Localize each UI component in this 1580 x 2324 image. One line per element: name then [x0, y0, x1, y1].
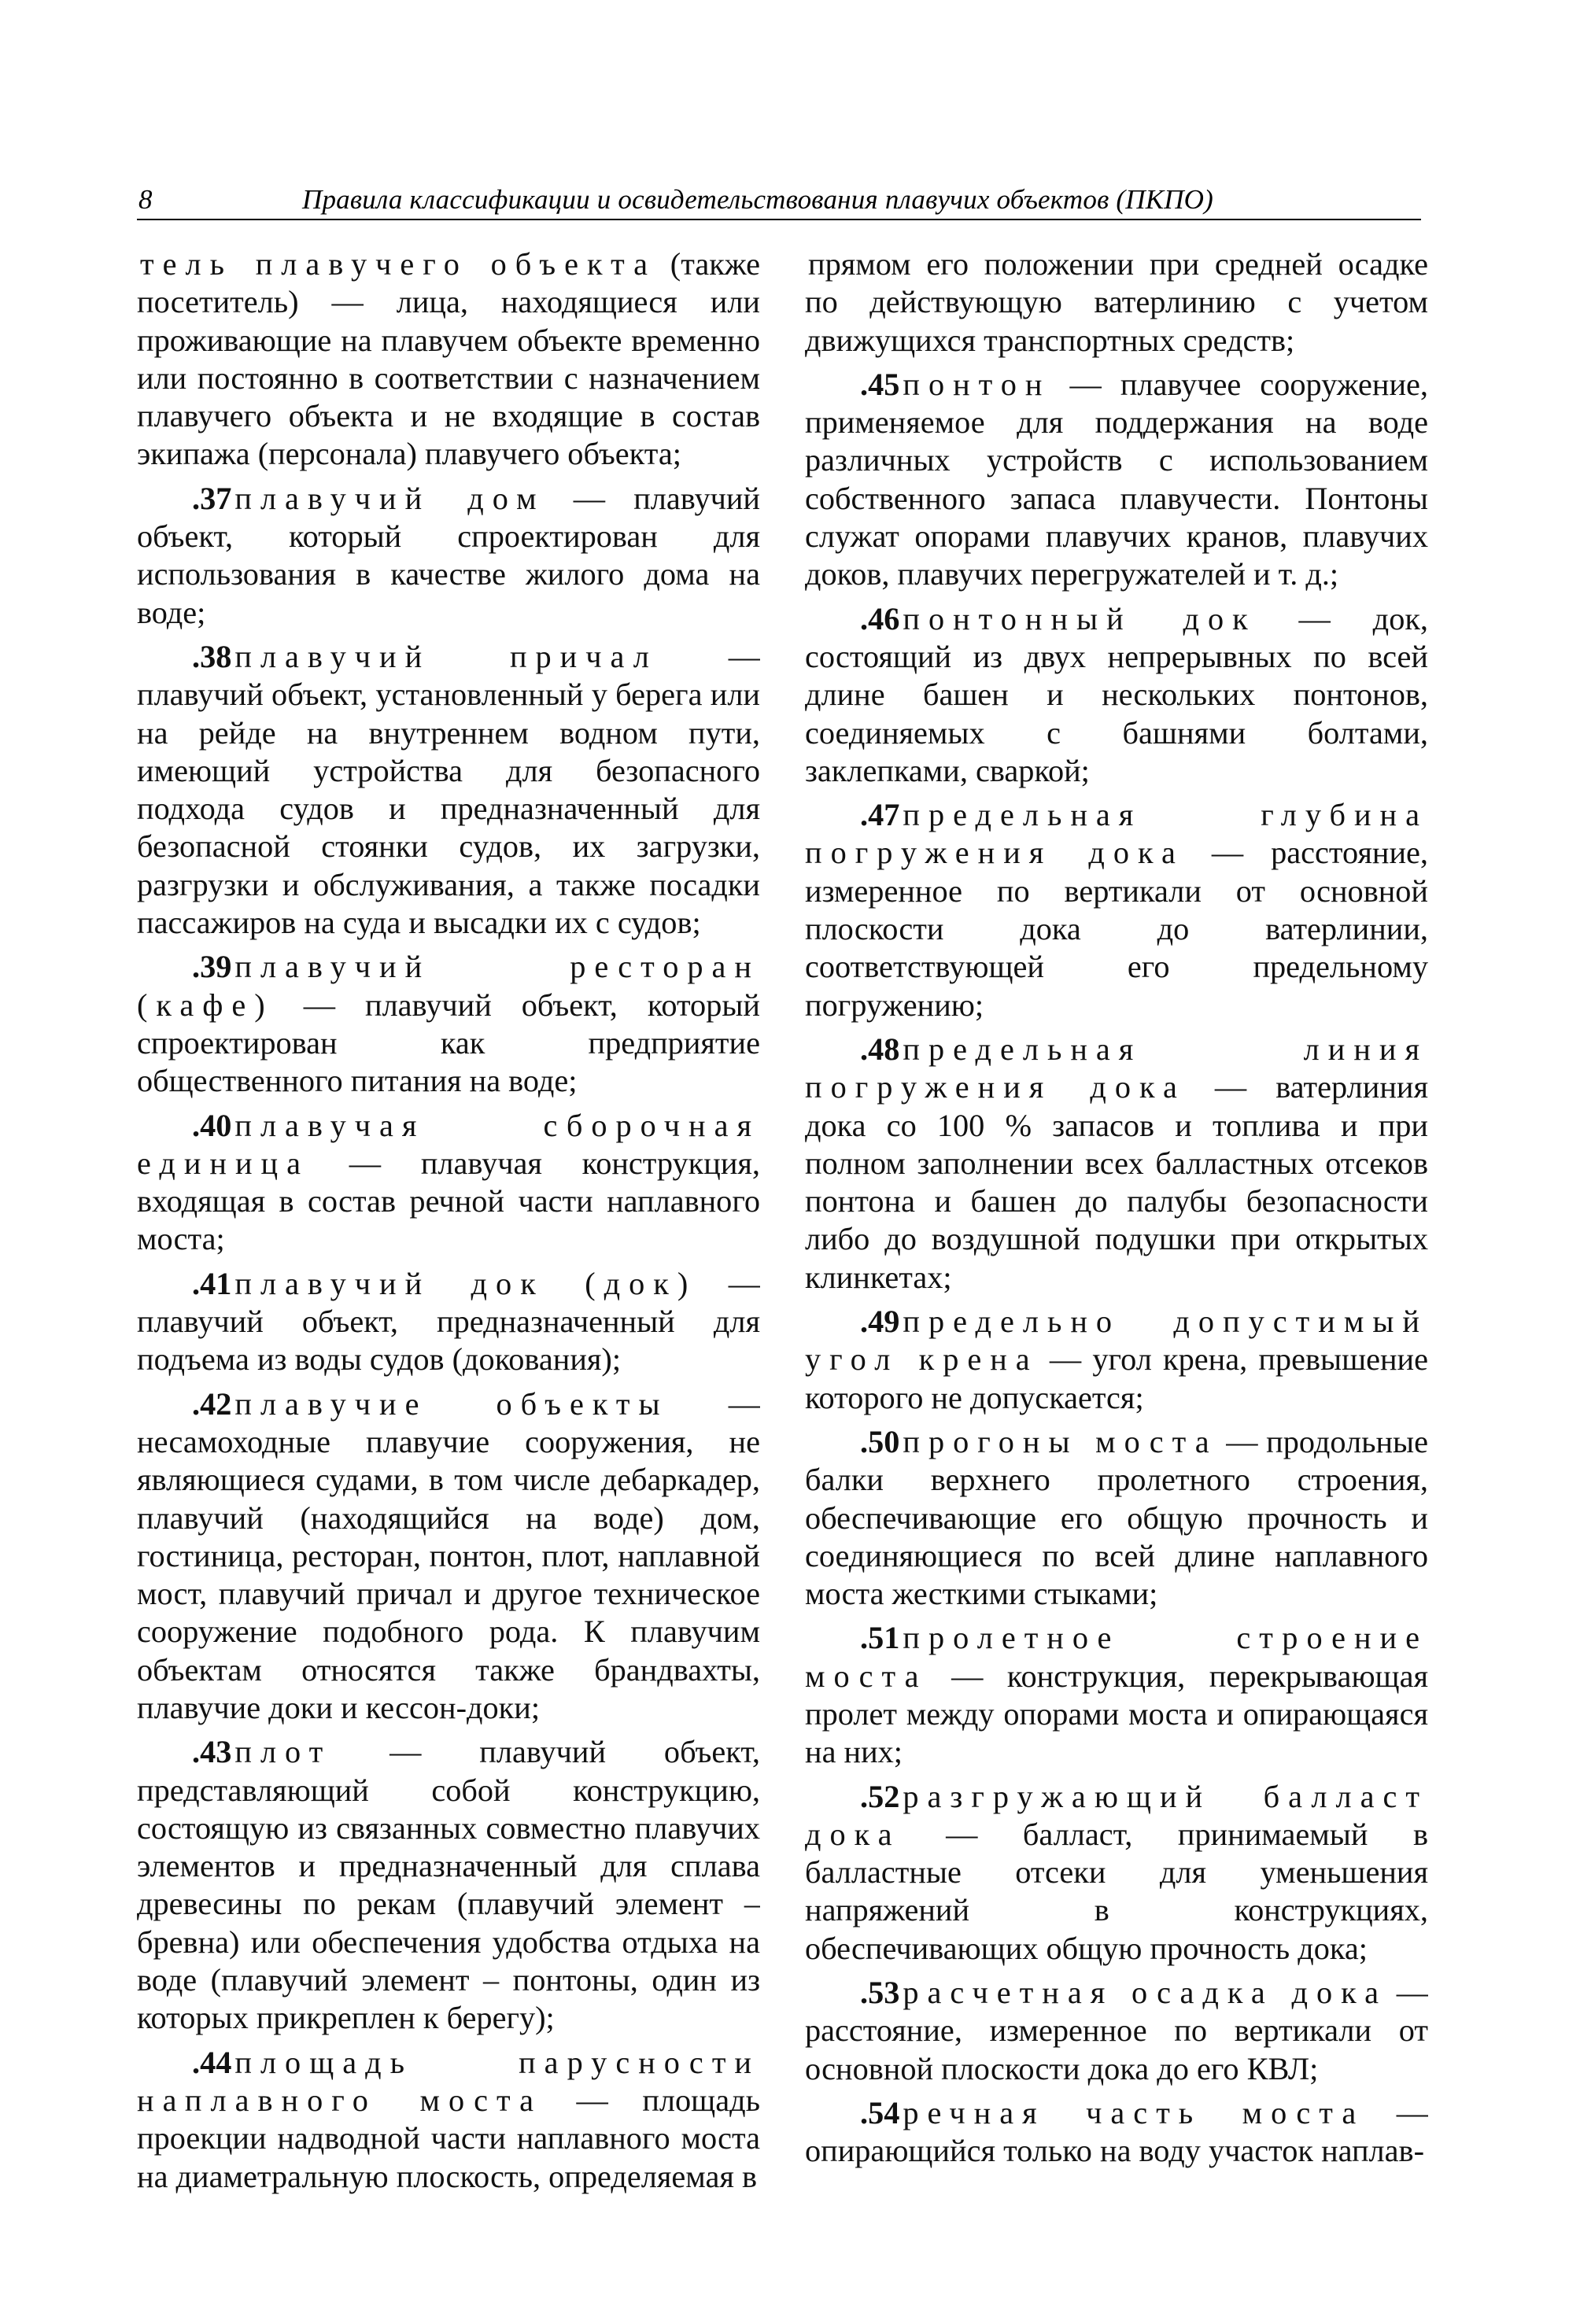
- definition-text: — плавучий объект, который спроектирован как предприятие общественного питания на воде;: [137, 987, 760, 1099]
- term: расчетная осадка дока: [903, 1975, 1387, 2011]
- definition-paragraph: [805, 1031, 1428, 1297]
- definition-text: — продольные балки верхнего пролетного строения, обеспечивающие его общую прочность и соединяющиеся по всей длине наплавного моста жесткими стыками;: [805, 1423, 1428, 1612]
- term: плавучий док (док): [234, 1265, 697, 1301]
- definition-text: — плавучий объект, представляющий собой конструкцию, состоящую из связанных совместно плавучих элементов и предназначенный для сплава древесины по рекам (плавучий элемент – бревна) или обеспечения удобства отдыха на воде (плавучий элемент – понтоны, один из которых прикреплен к берегу);: [137, 1734, 760, 2036]
- definition-paragraph: [137, 1385, 760, 1728]
- left-text-column: [137, 245, 760, 2307]
- term: прогоны моста: [903, 1423, 1218, 1459]
- term: плавучий дом: [234, 480, 545, 516]
- term: плавучая сборочная единица: [137, 1107, 760, 1181]
- definition-text: — расстояние, измеренное по вертикали от основной плоскости дока до его КВЛ;: [805, 1975, 1428, 2086]
- definition-text: — плавучая конструкция, входящая в состав речной части наплавного моста;: [137, 1145, 760, 1257]
- clause-number: .52: [860, 1778, 900, 1814]
- term: понтонный док: [903, 600, 1257, 636]
- definition-paragraph: [137, 1107, 760, 1259]
- definition-text: — плавучий объект, который спроектирован для использования в качестве жилого дома на воде;: [137, 480, 760, 630]
- term: плавучие объекты: [234, 1385, 669, 1422]
- clause-number: .49: [860, 1304, 900, 1340]
- definition-paragraph: [137, 245, 760, 474]
- term: предельная глубина погружения дока: [805, 797, 1428, 871]
- term: предельно допустимый угол крена: [805, 1304, 1428, 1378]
- clause-number: .43: [192, 1734, 232, 1770]
- term: плавучий причал: [234, 638, 658, 674]
- definition-text: — конструкция, перекрывающая пролет между опорами моста и опирающаяся на них;: [805, 1658, 1428, 1770]
- definition-paragraph: [805, 1423, 1428, 1613]
- definition-paragraph: [137, 1733, 760, 2037]
- definition-paragraph: [137, 948, 760, 1100]
- term: речная часть моста: [903, 2094, 1365, 2130]
- term: понтон: [903, 366, 1051, 402]
- clause-number: .45: [860, 366, 900, 402]
- definition-paragraph: [805, 1303, 1428, 1417]
- definition-text: — плавучий объект, предназначенный для подъема из воды судов (докования);: [137, 1265, 760, 1378]
- definition-paragraph: [805, 366, 1428, 594]
- clause-number: .38: [192, 638, 232, 674]
- definition-text: — док, состоящий из двух непрерывных по всей длине башен и нескольких понтонов, соединяемых с башнями болтами, заклепками, сваркой;: [805, 600, 1428, 788]
- definition-paragraph: [805, 2094, 1428, 2171]
- clause-number: .44: [192, 2044, 232, 2080]
- definition-paragraph: [137, 1265, 760, 1379]
- definition-paragraph: [805, 600, 1428, 790]
- clause-number: .54: [860, 2094, 900, 2130]
- clause-number: .41: [192, 1265, 232, 1301]
- definition-text: — угол крена, превышение которого не допускается;: [805, 1341, 1428, 1415]
- definition-text: — несамоходные плавучие сооружения, не являющиеся судами, в том числе дебаркадер, плавучий (находящийся на воде) дом, гостиница, ресторан, понтон, плот, наплавной мост, плавучий причал и другое техническое сооружение подобного рода. К плавучим объектам относятся также брандвахты, плавучие доки и кессон-доки;: [137, 1385, 760, 1725]
- definition-text: — расстояние, измеренное по вертикали от основной плоскости дока до ватерлинии, соответствующей его предельному погружению;: [805, 835, 1428, 1023]
- term: разгружающий балласт дока: [805, 1778, 1428, 1852]
- definition-paragraph: [137, 638, 760, 942]
- clause-number: .37: [192, 480, 232, 516]
- definition-paragraph: [137, 2044, 760, 2196]
- clause-number: .50: [860, 1423, 900, 1459]
- definition-paragraph: [805, 245, 1428, 360]
- term: плавучий ресторан (кафе): [137, 949, 760, 1023]
- definition-text: (также посетитель) — лица, находящиеся или проживающие на плавучем объекте временно или постоянно в соответствии с назначением плавучего объекта и не входящие в состав экипажа (персонала) плавучего объекта;: [137, 246, 760, 472]
- clause-number: .42: [192, 1385, 232, 1422]
- right-text-column: [805, 245, 1428, 2307]
- page-header: [137, 179, 1421, 220]
- term: тель плавучего объекта: [140, 246, 657, 282]
- definition-text: — опирающийся только на воду участок наплав-: [805, 2094, 1428, 2169]
- clause-number: .51: [860, 1620, 900, 1656]
- definition-text: — балласт, принимаемый в балластные отсеки для уменьшения напряжений в конструкциях, обеспечивающих общую прочность дока;: [805, 1816, 1428, 1966]
- term: предельная линия погружения дока: [805, 1031, 1428, 1105]
- term: пролетное строение моста: [805, 1620, 1428, 1694]
- definition-text: — плавучее сооружение, применяемое для поддержания на воде различных устройств с использованием собственного запаса плавучести. Понтоны служат опорами плавучих кранов, плавучих доков, плавучих перегружателей и т. д.;: [805, 366, 1428, 592]
- page-number: 8: [138, 184, 153, 215]
- definition-paragraph: [805, 796, 1428, 1024]
- term: плот: [234, 1734, 332, 1770]
- definition-paragraph: [137, 480, 760, 632]
- definition-text: — ватерлиния дока со 100 % запасов и топлива и при полном заполнении всех балластных отсеков понтона и башен до палубы безопасности либо до воздушной подушки при открытых клинкетах;: [805, 1069, 1428, 1295]
- definition-text: прямом его положении при средней осадке по действующую ватерлинию с учетом движущихся транспортных средств;: [805, 246, 1428, 358]
- definition-text: — площадь проекции надводной части наплавного моста на диаметральную плоскость, определяемая в: [137, 2082, 760, 2194]
- definition-text: — плавучий объект, установленный у берега или на рейде на внутреннем водном пути, имеющий устройства для безопасного подхода судов и предназначенный для безопасной стоянки судов, их загрузки, разгрузки и обслуживания, а также посадки пассажиров на суда и высадки их с судов;: [137, 638, 760, 941]
- definition-paragraph: [805, 1619, 1428, 1771]
- term: площадь парусности наплавного моста: [137, 2044, 760, 2118]
- clause-number: .53: [860, 1975, 900, 2011]
- definition-paragraph: [805, 1778, 1428, 1968]
- clause-number: .39: [192, 949, 232, 985]
- definition-paragraph: [805, 1974, 1428, 2088]
- clause-number: .47: [860, 797, 900, 833]
- clause-number: .40: [192, 1107, 232, 1143]
- running-title: Правила классификации и освидетельствования плавучих объектов (ПКПО): [302, 184, 1214, 215]
- clause-number: .46: [860, 600, 900, 636]
- clause-number: .48: [860, 1031, 900, 1067]
